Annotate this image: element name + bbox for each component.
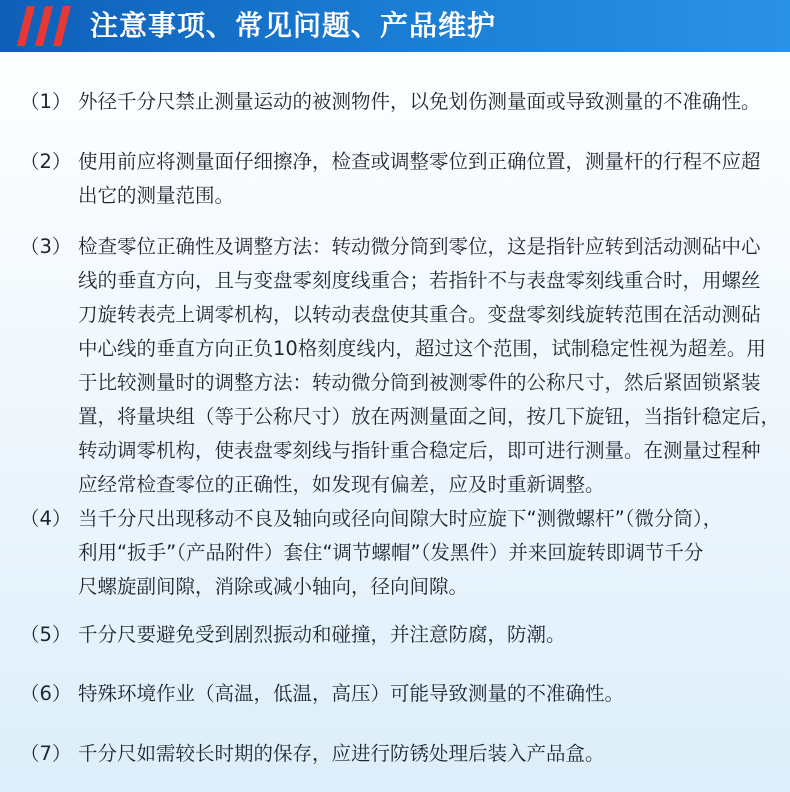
item-text: 线的垂直方向，且与变盘零刻度线重合；若指针不与表盘零刻线重合时，用螺丝 [78, 269, 761, 292]
list-item [20, 737, 780, 771]
item-line [20, 145, 780, 179]
item-line [20, 468, 780, 502]
item-line [20, 230, 780, 264]
item-line [20, 179, 780, 213]
item-text: 千分尺如需较长时期的保存，应进行防锈处理后装入产品盒。 [78, 742, 605, 765]
item-line [20, 677, 780, 711]
item-number: （1） [20, 90, 72, 113]
item-line [20, 536, 780, 570]
item-number: （7） [20, 742, 72, 765]
item-text: 检查零位正确性及调整方法：转动微分筒到零位，这是指针应转到活动测砧中心 [78, 235, 761, 258]
list-item [20, 85, 780, 119]
item-line [20, 618, 780, 652]
item-line [20, 332, 780, 366]
item-line [20, 737, 780, 771]
item-line [20, 502, 780, 536]
item-text: 转动调零机构，使表盘零刻线与指针重合稳定后，即可进行测量。在测量过程种 [78, 439, 761, 462]
item-number: （5） [20, 623, 72, 646]
item-line [20, 264, 780, 298]
list-item [20, 677, 780, 711]
page-title: 注意事项、常见问题、产品维护 [90, 9, 497, 42]
item-text: 利用“扳手”（产品附件）套住“调节螺帽”（发黑件）并来回旋转即调节千分 [78, 541, 704, 564]
item-line [20, 85, 780, 119]
item-line [20, 298, 780, 332]
list-item [20, 230, 780, 502]
item-text: 刀旋转表壳上调零机构，以转动表盘使其重合。变盘零刻线旋转范围在活动测砧 [78, 303, 761, 326]
item-text: 中心线的垂直方向正负10格刻度线内，超过这个范围，试制稳定性视为超差。用 [78, 337, 766, 360]
item-text: 尺螺旋副间隙，消除或减小轴向，径向间隙。 [78, 575, 469, 598]
item-line [20, 400, 780, 434]
item-text: 置，将量块组（等于公称尺寸）放在两测量面之间，按几下旋钮，当指针稳定后， [78, 405, 781, 428]
item-text: 使用前应将测量面仔细擦净，检查或调整零位到正确位置，测量杆的行程不应超 [78, 150, 761, 173]
item-text: 出它的测量范围。 [78, 184, 235, 207]
item-number: （3） [20, 235, 72, 258]
item-text: 应经常检查零位的正确性，如发现有偏差，应及时重新调整。 [78, 473, 605, 496]
item-line [20, 434, 780, 468]
item-text: 于比较测量时的调整方法：转动微分筒到被测零件的公称尺寸，然后紧固锁紧装 [78, 371, 761, 394]
list-item [20, 502, 780, 604]
item-line [20, 570, 780, 604]
item-text: 特殊环境作业（高温，低温，高压）可能导致测量的不准确性。 [78, 682, 625, 705]
item-text: 外径千分尺禁止测量运动的被测物件，以免划伤测量面或导致测量的不准确性。 [78, 90, 761, 113]
list-item [20, 145, 780, 213]
item-number: （2） [20, 150, 72, 173]
item-number: （4） [20, 507, 72, 530]
item-line [20, 366, 780, 400]
item-text: 千分尺要避免受到剧烈振动和碰撞，并注意防腐，防潮。 [78, 623, 566, 646]
list-item [20, 618, 780, 652]
item-text: 当千分尺出现移动不良及轴向或径向间隙大时应旋下“测微螺杆”（微分筒）， [78, 507, 723, 530]
item-number: （6） [20, 682, 72, 705]
